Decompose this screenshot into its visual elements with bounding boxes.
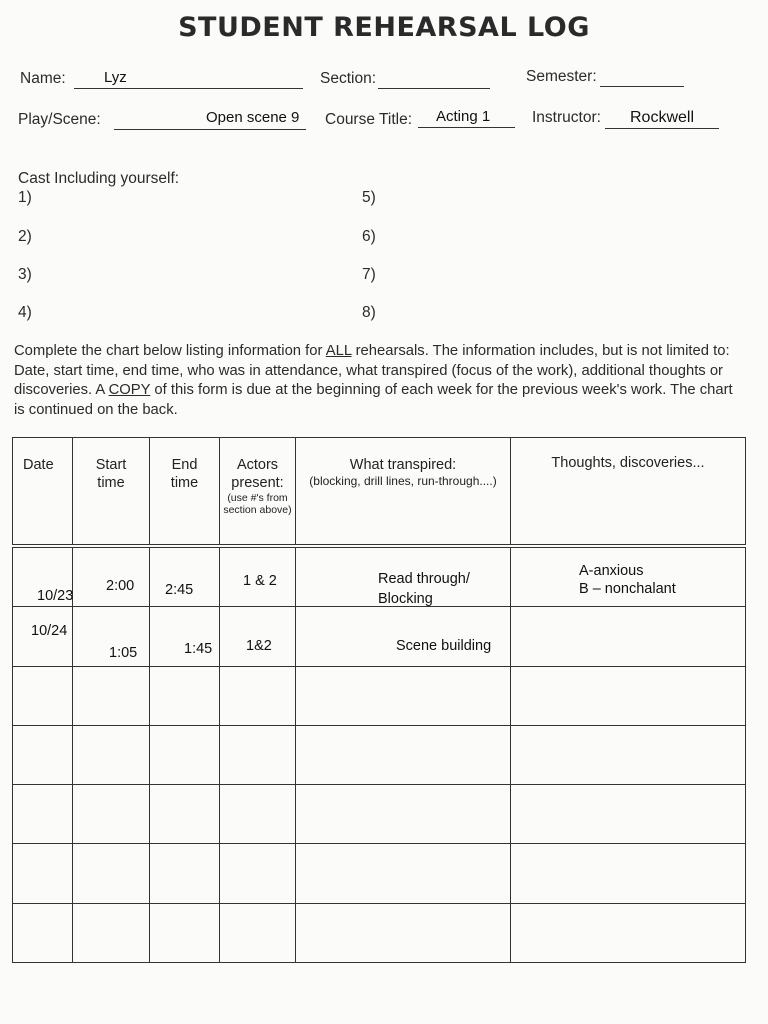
instructions-part-2: rehearsals. The information includes, but is not limited to: Date, start time, end time, who was in attendance, what transpired (focus of the work), additional thoughts or discoveries. A <box>14 343 730 398</box>
row-2-transpired-line-1: Scene building <box>396 638 492 655</box>
cell-transpired[interactable] <box>296 607 511 666</box>
table-row <box>13 844 746 903</box>
header-end-time <box>150 438 220 547</box>
header-date <box>13 438 73 547</box>
play-scene-label: Play/Scene: <box>18 111 101 128</box>
row-1-transpired-line-1: Read through/ <box>378 571 470 587</box>
row-2-end: 1:45 <box>184 641 213 658</box>
table-row <box>13 607 746 666</box>
cell-start[interactable] <box>73 725 150 784</box>
cell-actors[interactable] <box>220 666 296 725</box>
header-actors-line-2: present: <box>231 475 284 491</box>
cast-slot-5: 5) <box>362 189 376 206</box>
header-start-line-1: Start <box>95 457 127 473</box>
row-1-actors: 1 & 2 <box>243 573 277 589</box>
cell-start[interactable] <box>73 844 150 903</box>
cell-thoughts[interactable] <box>511 546 746 607</box>
cell-date[interactable] <box>13 607 73 666</box>
cast-slot-7: 7) <box>362 266 376 283</box>
header-end-line-2: time <box>170 475 199 491</box>
cell-end[interactable] <box>150 785 220 844</box>
cast-slot-4: 4) <box>18 304 32 321</box>
cell-thoughts[interactable] <box>511 785 746 844</box>
cell-thoughts[interactable] <box>511 607 746 666</box>
cell-date[interactable] <box>13 546 73 607</box>
row-1-end: 2:45 <box>165 582 194 598</box>
cell-actors[interactable] <box>220 725 296 784</box>
instructions-part-1: Complete the chart below listing information for <box>14 343 326 359</box>
cell-transpired[interactable] <box>296 546 511 607</box>
table-row <box>13 725 746 784</box>
cell-thoughts[interactable] <box>511 903 746 962</box>
cell-date[interactable] <box>13 903 73 962</box>
cast-slot-2: 2) <box>18 228 32 245</box>
cast-slot-6: 6) <box>362 228 376 245</box>
table-row <box>13 903 746 962</box>
header-date-label: Date <box>23 457 54 473</box>
cell-actors[interactable] <box>220 785 296 844</box>
header-what-transpired <box>296 438 511 547</box>
header-actors-line-1: Actors <box>236 457 279 473</box>
row-1-thoughts-line-2: B – nonchalant <box>579 581 676 597</box>
cell-start[interactable] <box>73 785 150 844</box>
row-2-actors: 1&2 <box>246 638 272 655</box>
section-line <box>378 70 490 89</box>
header-actors-present <box>220 438 296 547</box>
cell-actors[interactable] <box>220 844 296 903</box>
table-row <box>13 546 746 607</box>
header-start-time <box>73 438 150 547</box>
rehearsal-log-table <box>12 437 746 963</box>
cell-end[interactable] <box>150 903 220 962</box>
cell-start[interactable] <box>73 666 150 725</box>
cell-date[interactable] <box>13 725 73 784</box>
cell-start[interactable] <box>73 546 150 607</box>
cell-end[interactable] <box>150 666 220 725</box>
cell-date[interactable] <box>13 785 73 844</box>
cell-transpired[interactable] <box>296 844 511 903</box>
row-1-start: 2:00 <box>106 578 135 594</box>
instructor-label: Instructor: <box>532 109 601 126</box>
cell-end[interactable] <box>150 546 220 607</box>
header-transpired-line-1: What transpired: <box>349 457 457 473</box>
cell-transpired[interactable] <box>296 785 511 844</box>
cell-transpired[interactable] <box>296 725 511 784</box>
table-header-row <box>13 438 746 547</box>
header-end-line-1: End <box>171 457 198 473</box>
header-thoughts <box>511 438 746 547</box>
instructor-value[interactable]: Rockwell <box>630 109 695 126</box>
cell-transpired[interactable] <box>296 903 511 962</box>
play-scene-value[interactable]: Open scene 9 <box>206 109 300 126</box>
name-label: Name: <box>20 70 66 87</box>
header-actors-note: (use #'s from section above) <box>223 492 292 516</box>
cell-end[interactable] <box>150 607 220 666</box>
cell-date[interactable] <box>13 844 73 903</box>
row-1-thoughts-line-1: A-anxious <box>579 563 644 579</box>
cell-transpired[interactable] <box>296 666 511 725</box>
name-value[interactable]: Lyz <box>104 69 127 86</box>
cell-actors[interactable] <box>220 903 296 962</box>
cell-start[interactable] <box>73 607 150 666</box>
instructions-all-emphasis: ALL <box>325 343 352 359</box>
table-row <box>13 785 746 844</box>
semester-line <box>600 68 684 87</box>
cell-date[interactable] <box>13 666 73 725</box>
cast-slot-3: 3) <box>18 266 32 283</box>
cast-slot-1: 1) <box>18 189 32 206</box>
cell-actors[interactable] <box>220 607 296 666</box>
cell-thoughts[interactable] <box>511 666 746 725</box>
header-start-line-2: time <box>97 475 125 491</box>
table-row <box>13 666 746 725</box>
course-title-label: Course Title: <box>325 111 413 128</box>
page-title: STUDENT REHEARSAL LOG <box>178 12 590 43</box>
row-2-date: 10/24 <box>31 623 68 640</box>
row-1-transpired-line-2: Blocking <box>378 591 433 607</box>
cell-thoughts[interactable] <box>511 725 746 784</box>
row-2-start: 1:05 <box>109 645 138 662</box>
cell-end[interactable] <box>150 844 220 903</box>
instructions-part-3: of this form is due at the beginning of each week for the previous week's work. The chart is continued on the back. <box>14 382 733 418</box>
cast-slot-8: 8) <box>362 304 376 321</box>
cell-actors[interactable] <box>220 546 296 607</box>
cell-start[interactable] <box>73 903 150 962</box>
row-1-date: 10/23 <box>37 588 74 604</box>
instructions-copy-emphasis: COPY <box>108 382 151 398</box>
header-transpired-note: (blocking, drill lines, run-through....) <box>309 474 497 488</box>
section-label: Section: <box>320 70 377 87</box>
semester-label: Semester: <box>526 68 597 85</box>
cell-thoughts[interactable] <box>511 844 746 903</box>
cast-heading: Cast Including yourself: <box>18 170 180 187</box>
course-title-value[interactable]: Acting 1 <box>436 108 491 125</box>
cell-end[interactable] <box>150 725 220 784</box>
instructions-paragraph <box>14 342 739 420</box>
header-thoughts-label: Thoughts, discoveries... <box>551 455 705 471</box>
